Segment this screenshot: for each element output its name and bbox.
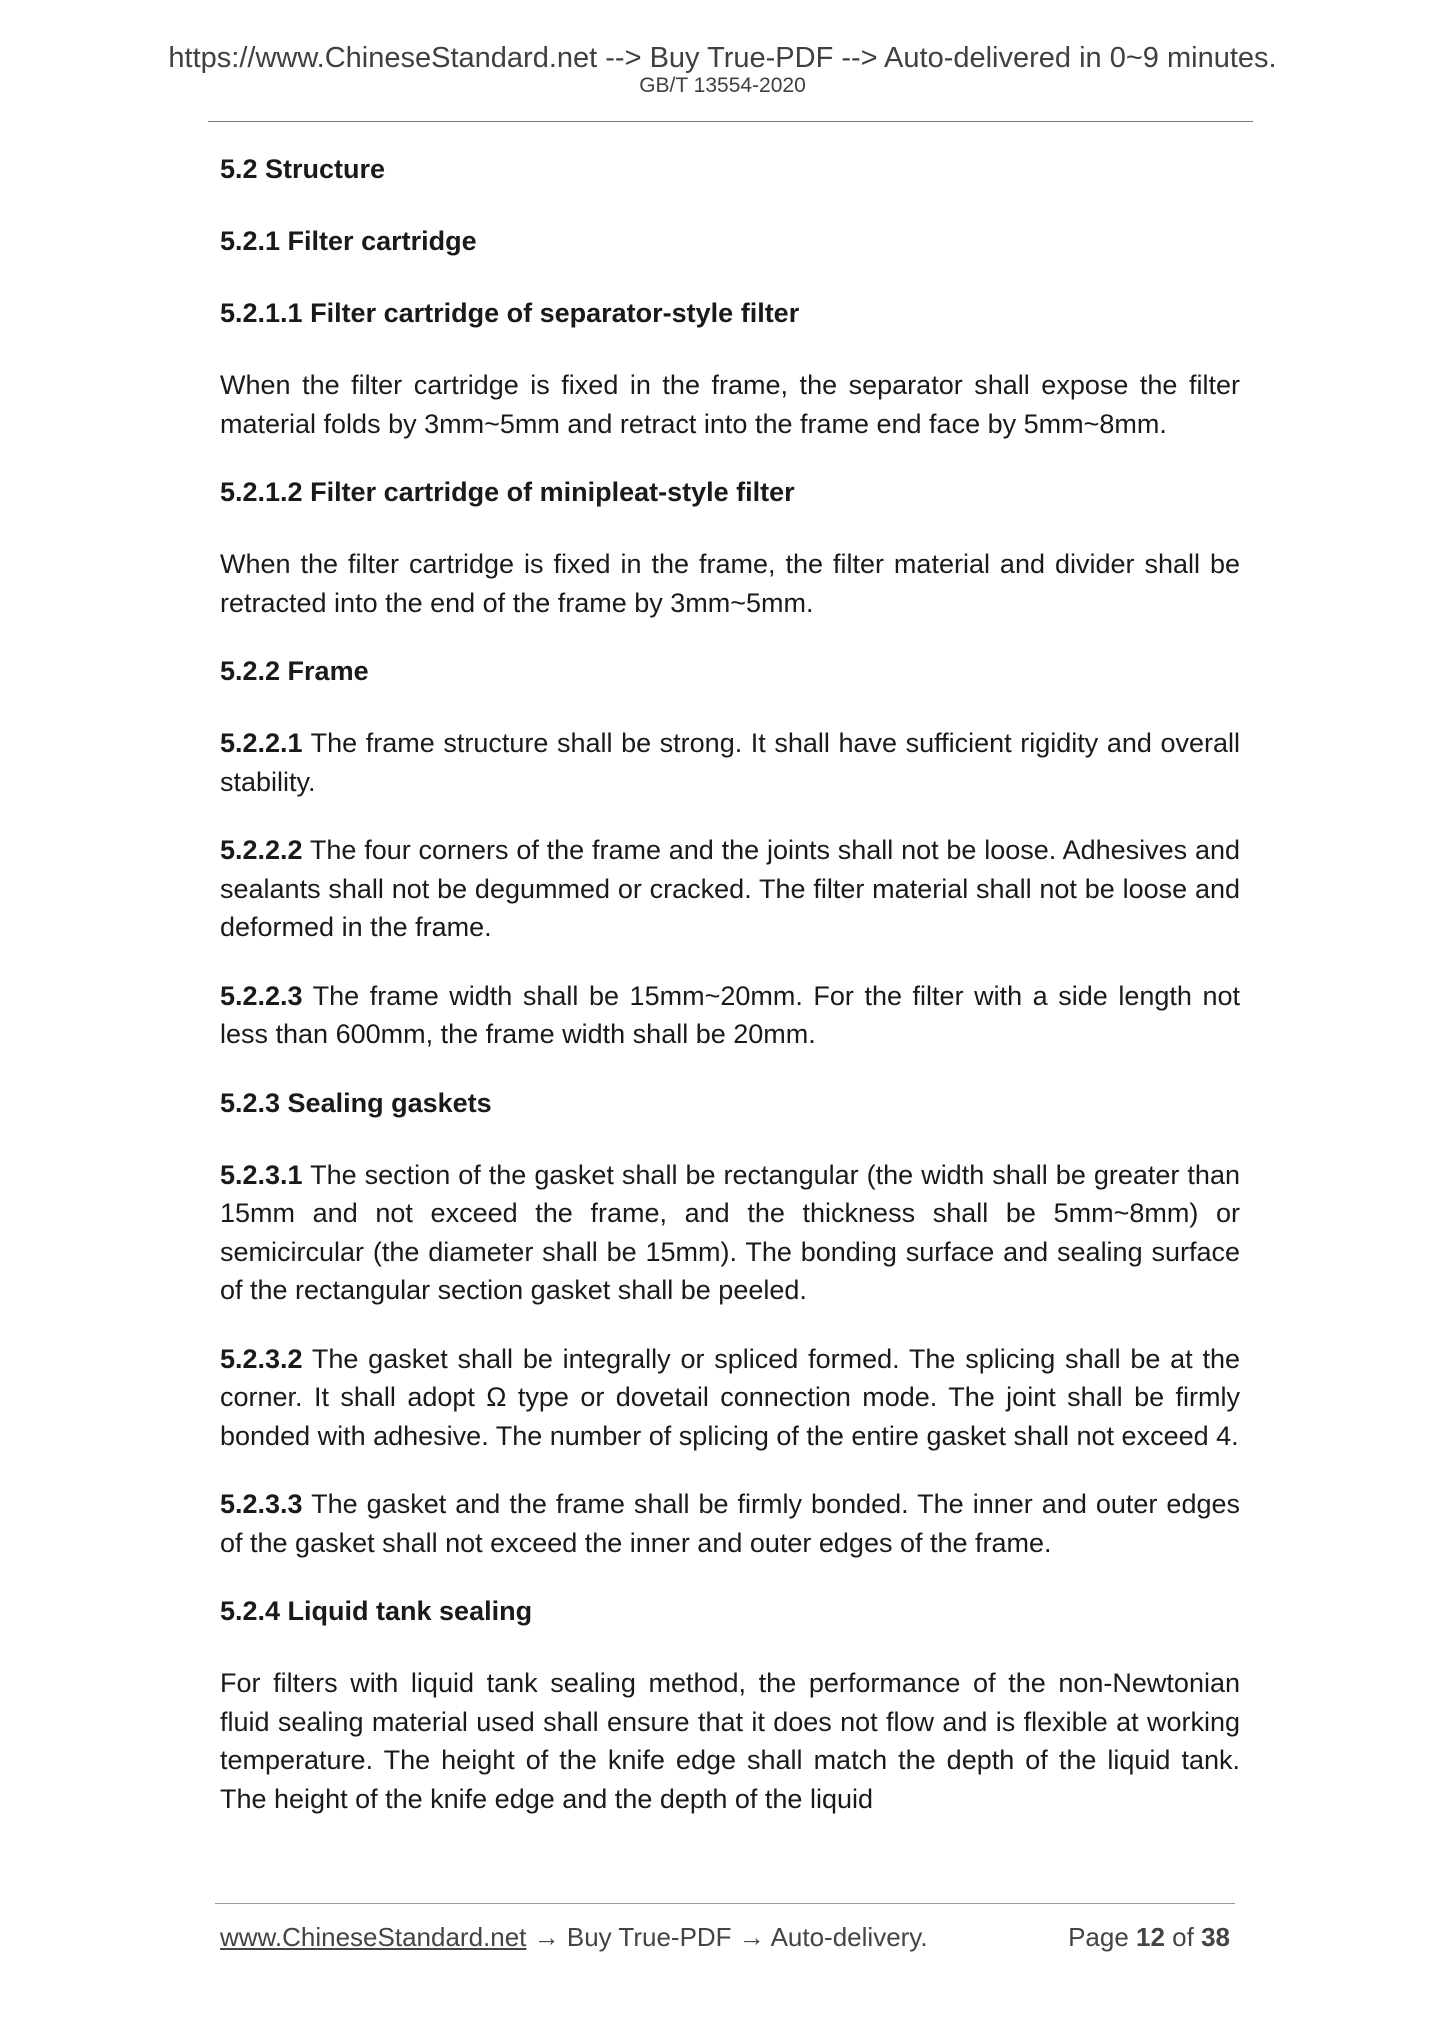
clause-text: The section of the gasket shall be rectangular (the width shall be greater than 15mm and not exceed the frame, and the thickness shall be 5mm~8mm) or semicircular (the diameter shall be 15mm). The bonding surface and sealing surface of the rectangular section gasket shall be peeled. <box>220 1159 1240 1305</box>
paragraph-5-2-2-3 <box>220 977 1240 1054</box>
paragraph-5-2-3-3 <box>220 1485 1240 1562</box>
paragraph-5-2-1-1: When the filter cartridge is fixed in the frame, the separator shall expose the filter material folds by 3mm~5mm and retract into the frame end face by 5mm~8mm. <box>220 370 1240 439</box>
page-label: Page <box>1068 1922 1137 1952</box>
section-heading-5-2-2: 5.2.2 Frame <box>220 656 369 686</box>
section-heading-5-2-1-2: 5.2.1.2 Filter cartridge of minipleat-style filter <box>220 477 795 507</box>
header-divider <box>208 121 1253 122</box>
footer-tagline: → Buy True-PDF → Auto-delivery. <box>526 1922 928 1952</box>
paragraph-5-2-2-2 <box>220 831 1240 947</box>
section-heading-5-2-1-1: 5.2.1.1 Filter cartridge of separator-style filter <box>220 298 800 328</box>
document-body <box>220 150 1240 1848</box>
footer-source <box>220 1922 928 1953</box>
clause-text: The gasket and the frame shall be firmly bonded. The inner and outer edges of the gasket shall not exceed the inner and outer edges of the frame. <box>220 1489 1240 1558</box>
clause-text: The gasket shall be integrally or spliced formed. The splicing shall be at the corner. It shall adopt Ω type or dovetail connection mode. The joint shall be firmly bonded with adhesive. The number of splicing of the entire gasket shall not exceed 4. <box>220 1343 1240 1451</box>
paragraph-5-2-3-2 <box>220 1340 1240 1456</box>
section-heading-5-2-1: 5.2.1 Filter cartridge <box>220 226 477 256</box>
page-indicator <box>1068 1922 1230 1953</box>
page-footer <box>220 1922 1230 1953</box>
section-heading-5-2-3: 5.2.3 Sealing gaskets <box>220 1087 492 1118</box>
clause-text: The frame width shall be 15mm~20mm. For the filter with a side length not less than 600mm, the frame width shall be 20mm. <box>220 980 1240 1049</box>
clause-number: 5.2.2.1 <box>220 728 303 758</box>
paragraph-5-2-1-2: When the filter cartridge is fixed in the frame, the filter material and divider shall be retracted into the end of the frame by 3mm~5mm. <box>220 549 1240 618</box>
document-code: GB/T 13554-2020 <box>639 74 806 97</box>
page-total: 38 <box>1201 1922 1230 1952</box>
footer-divider <box>215 1903 1235 1904</box>
paragraph-5-2-2-1 <box>220 724 1240 801</box>
section-heading-5-2-4: 5.2.4 Liquid tank sealing <box>220 1596 533 1626</box>
paragraph-5-2-3-1 <box>220 1156 1240 1310</box>
clause-text: The frame structure shall be strong. It shall have sufficient rigidity and overall stability. <box>220 728 1240 797</box>
of-label: of <box>1164 1922 1202 1952</box>
clause-number: 5.2.2.3 <box>220 980 303 1011</box>
page-number: 12 <box>1136 1922 1165 1952</box>
header-banner: https://www.ChineseStandard.net --> Buy True-PDF --> Auto-delivered in 0~9 minutes. <box>168 42 1277 74</box>
clause-number: 5.2.3.1 <box>220 1159 303 1190</box>
footer-site-link[interactable]: www.ChineseStandard.net <box>220 1922 527 1952</box>
clause-number: 5.2.2.2 <box>220 835 303 865</box>
clause-number: 5.2.3.3 <box>220 1489 303 1519</box>
paragraph-5-2-4: For filters with liquid tank sealing method, the performance of the non-Newtonian fluid sealing material used shall ensure that it does not flow and is flexible at working temperature. The height of the knife edge shall match the depth of the liquid tank. The height of the knife edge and the depth of the liquid <box>220 1668 1240 1814</box>
clause-number: 5.2.3.2 <box>220 1343 303 1374</box>
section-heading-5-2: 5.2 Structure <box>220 154 386 184</box>
clause-text: The four corners of the frame and the joints shall not be loose. Adhesives and sealants shall not be degummed or cracked. The filter material shall not be loose and deformed in the frame. <box>220 835 1240 942</box>
